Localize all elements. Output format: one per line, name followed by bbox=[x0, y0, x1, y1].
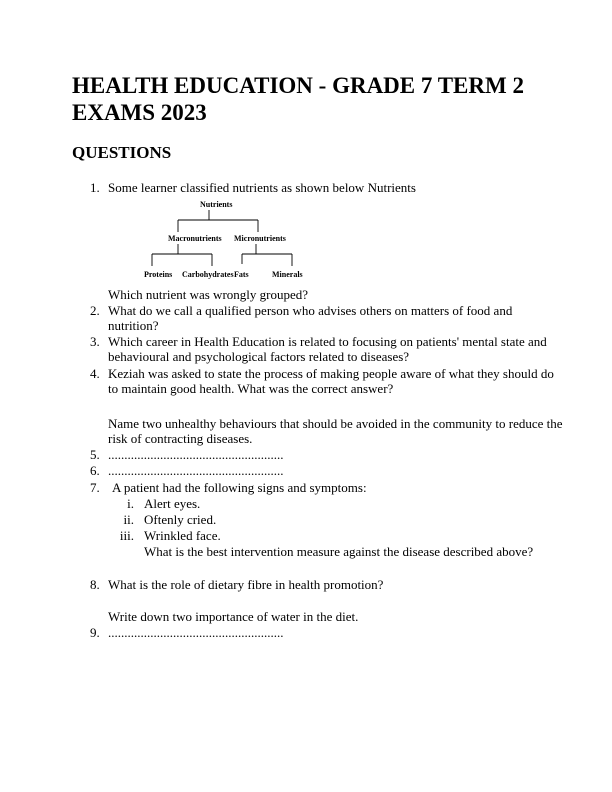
answer-dots: ...................................................... bbox=[108, 625, 284, 640]
item-text: Alert eyes. bbox=[144, 496, 201, 511]
symptom-item bbox=[119, 528, 221, 543]
question-7-followup: What is the best intervention measure against the disease described above? bbox=[144, 544, 534, 559]
water-importance-prompt: Write down two importance of water in the diet. bbox=[108, 609, 359, 624]
diagram-root-label: Nutrients bbox=[200, 200, 233, 209]
item-number: i. bbox=[127, 496, 134, 511]
diagram-proteins-label: Proteins bbox=[144, 270, 173, 279]
question-number: 6. bbox=[90, 463, 100, 478]
item-number: iii. bbox=[119, 528, 134, 543]
diagram-fats-label: Fats bbox=[234, 270, 249, 279]
answer-dots: ...................................................... bbox=[108, 447, 284, 462]
question-1-followup: Which nutrient was wrongly grouped? bbox=[108, 287, 309, 302]
symptom-item bbox=[123, 512, 217, 527]
diagram-minerals-label: Minerals bbox=[272, 270, 303, 279]
question-text: What do we call a qualified person who advises others on matters of food and nutrition? bbox=[108, 303, 513, 333]
question-number: 4. bbox=[90, 366, 100, 381]
question-number: 3. bbox=[90, 334, 100, 349]
answer-dots: ...................................................... bbox=[108, 463, 284, 478]
question-text: Keziah was asked to state the process of making people aware of what they should do to maintain good health. What was the correct answer? bbox=[108, 366, 554, 396]
item-number: ii. bbox=[123, 512, 134, 527]
symptom-item bbox=[127, 496, 201, 511]
diagram-carbohydrates-label: Carbohydrates bbox=[182, 270, 234, 279]
question-number: 9. bbox=[90, 625, 100, 640]
diagram-macronutrients-label: Macronutrients bbox=[168, 234, 222, 243]
question-text: Some learner classified nutrients as shown below Nutrients bbox=[108, 180, 416, 195]
question-number: 7. bbox=[90, 480, 100, 495]
question-number: 2. bbox=[90, 303, 100, 318]
question-text: Which career in Health Education is related to focusing on patients' mental state and behavioural and psychological factors related to diseases? bbox=[108, 334, 547, 364]
question-text: What is the role of dietary fibre in health promotion? bbox=[108, 577, 384, 592]
question-number: 5. bbox=[90, 447, 100, 462]
nutrients-diagram bbox=[130, 196, 330, 288]
page-title: HEALTH EDUCATION - GRADE 7 TERM 2 EXAMS 2023 bbox=[72, 73, 524, 125]
diagram-micronutrients-label: Micronutrients bbox=[234, 234, 286, 243]
item-text: Oftenly cried. bbox=[144, 512, 217, 527]
unhealthy-behaviours-prompt: Name two unhealthy behaviours that should be avoided in the community to reduce the risk of contracting diseases. bbox=[108, 416, 563, 446]
question-number: 1. bbox=[90, 180, 100, 195]
question-text: A patient had the following signs and symptoms: bbox=[112, 480, 367, 495]
item-text: Wrinkled face. bbox=[144, 528, 221, 543]
section-heading: QUESTIONS bbox=[72, 143, 172, 162]
question-number: 8. bbox=[90, 577, 100, 592]
